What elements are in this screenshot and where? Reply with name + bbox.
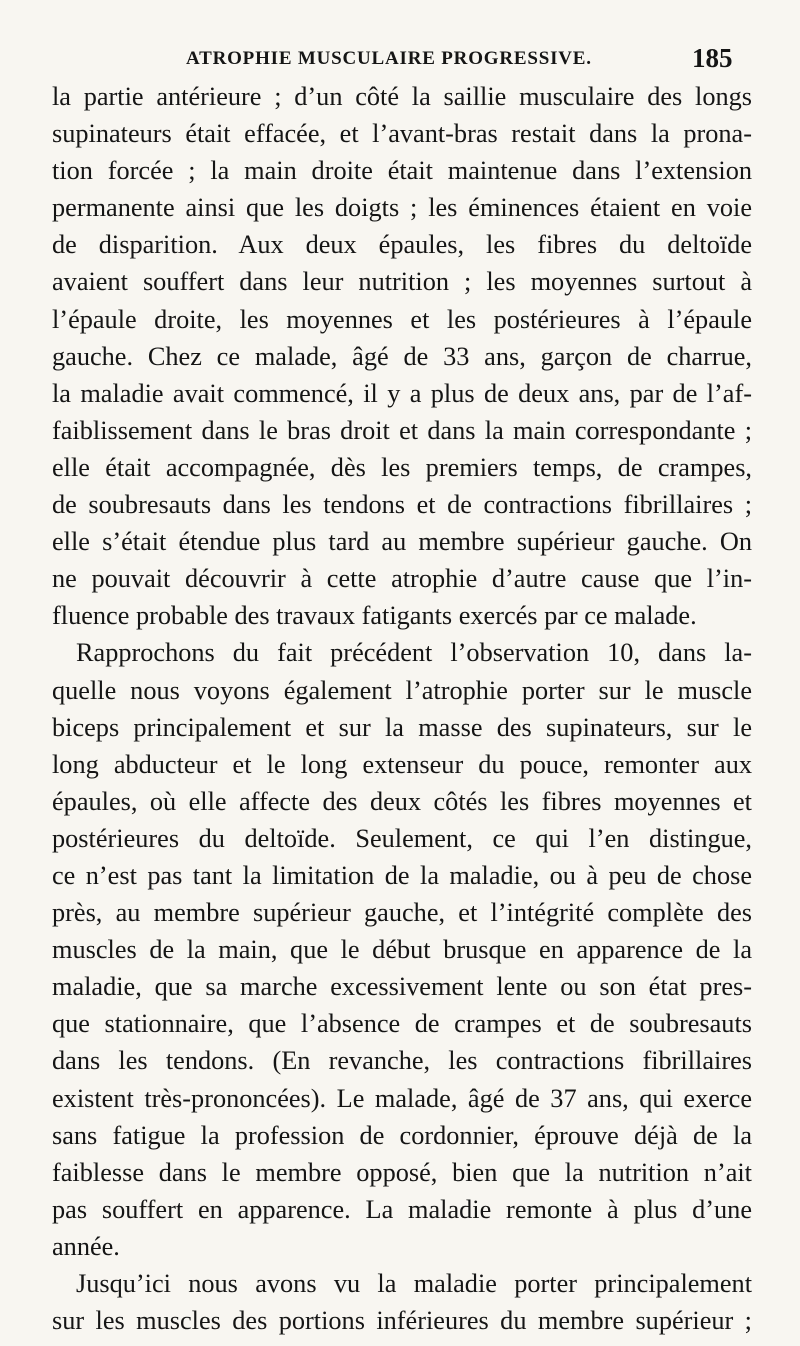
text-line: faiblesse dans le membre opposé, bien que la nutrition n’ait <box>52 1157 752 1187</box>
text-line: permanente ainsi que les doigts ; les éminences étaient en voie <box>52 193 752 223</box>
text-line: supinateurs était effacée, et l’avant-bras restait dans la prona- <box>52 119 752 149</box>
text-line: elle s’était étendue plus tard au membre supérieur gauche. On <box>52 527 752 557</box>
text-line: fluence probable des travaux fatigants exercés par ce malade. <box>52 601 697 631</box>
text-line: biceps principalement et sur la masse des supinateurs, sur le <box>52 712 752 742</box>
body-text <box>52 78 752 1339</box>
paragraph-1 <box>52 78 752 634</box>
text-line: la partie antérieure ; d’un côté la saillie musculaire des longs <box>52 82 752 111</box>
text-line: muscles de la main, que le début brusque en apparence de la <box>52 935 752 965</box>
paragraph-2 <box>52 634 752 1265</box>
text-line: sans fatigue la profession de cordonnier, éprouve déjà de la <box>52 1120 752 1150</box>
text-line: Rapprochons du fait précédent l’observation 10, dans la- <box>76 638 752 668</box>
text-line: épaules, où elle affecte des deux côtés les fibres moyennes et <box>52 786 752 816</box>
text-line: elle était accompagnée, dès les premiers temps, de crampes, <box>52 452 752 482</box>
running-title: ATROPHIE MUSCULAIRE PROGRESSIVE. <box>186 48 592 69</box>
text-line: ce n’est pas tant la limitation de la maladie, ou à peu de chose <box>52 860 752 890</box>
text-line: l’épaule droite, les moyennes et les postérieures à l’épaule <box>52 304 752 334</box>
text-line: de soubresauts dans les tendons et de contractions fibrillaires ; <box>52 490 752 520</box>
text-line: Jusqu’ici nous avons vu la maladie porter principalement <box>76 1269 752 1298</box>
paragraph-3 <box>52 1265 752 1339</box>
text-line: maladie, que sa marche excessivement lente ou son état pres- <box>52 972 752 1002</box>
text-line: sur les muscles des portions inférieures du membre supérieur ; <box>52 1306 752 1336</box>
text-line: pas souffert en apparence. La maladie remonte à plus d’une <box>52 1194 752 1224</box>
text-line: long abducteur et le long extenseur du pouce, remonter aux <box>52 749 752 779</box>
text-line: la maladie avait commencé, il y a plus de deux ans, par de l’af- <box>52 378 752 408</box>
page-header <box>0 43 800 79</box>
text-line: que stationnaire, que l’absence de crampes et de soubresauts <box>52 1009 752 1039</box>
page-number: 185 <box>692 43 733 73</box>
text-line: existent très-prononcées). Le malade, âgé de 37 ans, qui exerce <box>52 1083 752 1113</box>
text-line: avaient souffert dans leur nutrition ; les moyennes surtout à <box>52 267 752 297</box>
text-line: faiblissement dans le bras droit et dans la main correspondante ; <box>52 415 752 445</box>
text-line: dans les tendons. (En revanche, les contractions fibrillaires <box>52 1046 752 1076</box>
text-line: quelle nous voyons également l’atrophie porter sur le muscle <box>52 675 752 705</box>
text-line: année. <box>52 1231 120 1261</box>
text-line: tion forcée ; la main droite était maintenue dans l’extension <box>52 156 752 186</box>
text-line: gauche. Chez ce malade, âgé de 33 ans, garçon de charrue, <box>52 341 752 371</box>
text-line: postérieures du deltoïde. Seulement, ce qui l’en distingue, <box>52 823 752 853</box>
text-line: de disparition. Aux deux épaules, les fibres du deltoïde <box>52 230 752 260</box>
text-line: ne pouvait découvrir à cette atrophie d’autre cause que l’in- <box>52 564 752 594</box>
text-line: près, au membre supérieur gauche, et l’intégrité complète des <box>52 898 752 928</box>
